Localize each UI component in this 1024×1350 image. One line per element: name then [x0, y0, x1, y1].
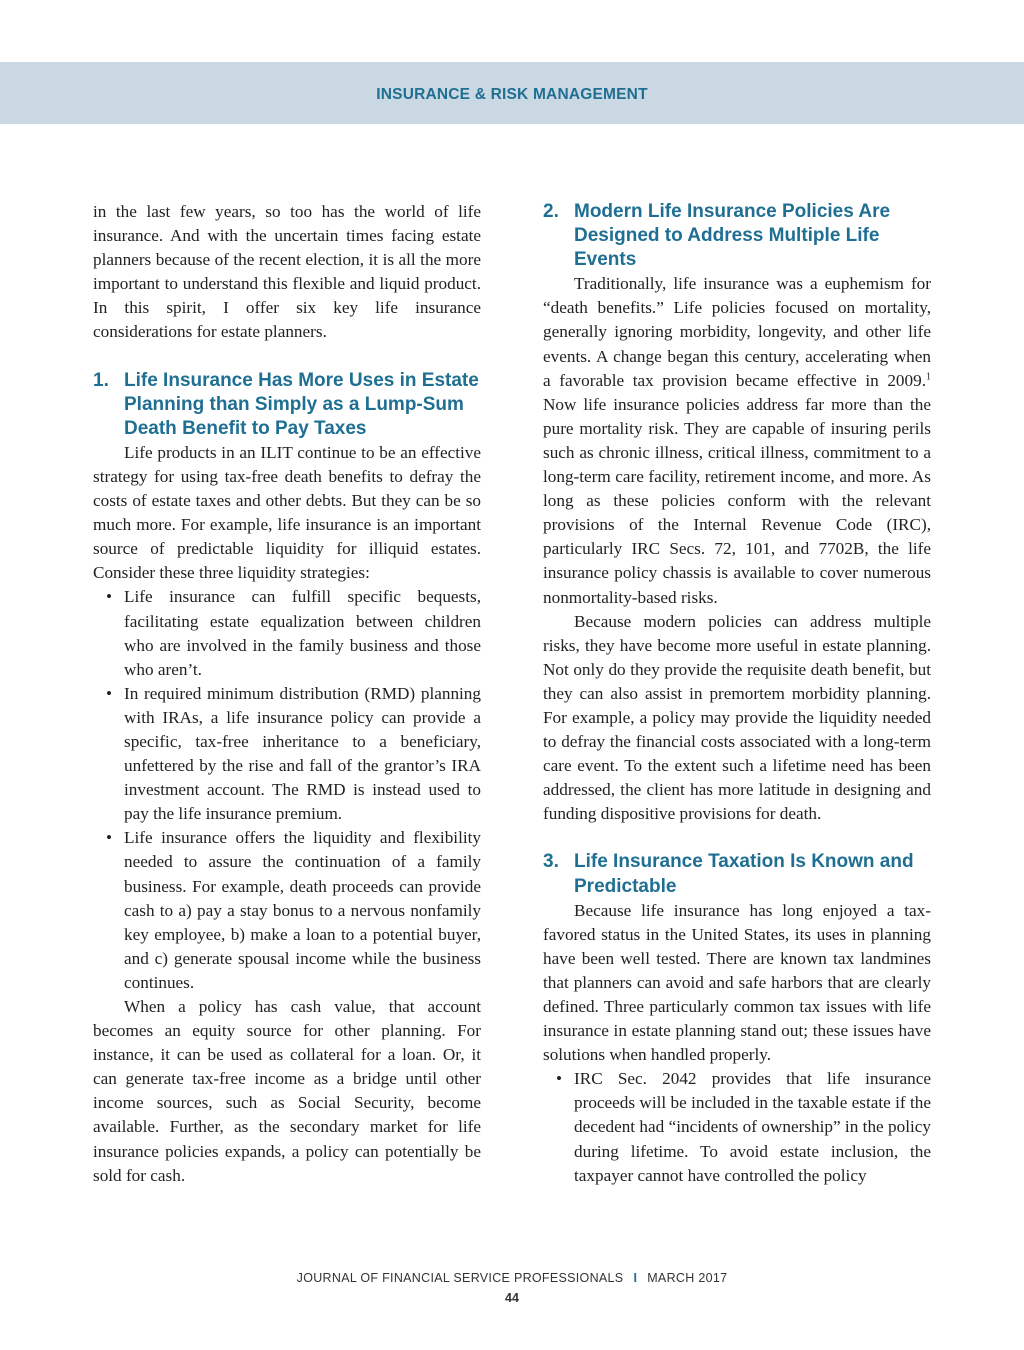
section-3-heading	[543, 850, 931, 898]
intro-paragraph: in the last few years, so too has the world of life insurance. And with the uncertain times facing estate planners because of the recent election, it is all the more important to understand this flexible and liquid product. In this spirit, I offer six key life insurance considerations for estate planners.	[93, 202, 481, 342]
section-1-paragraph-2: When a policy has cash value, that account becomes an equity source for other planning. For instance, it can be used as collateral for a loan. Or, it can generate tax-free income as a bridge until other income sources, such as Social Security, become available. Further, as the secondary market for life insurance policies expands, a policy can potentially be sold for cash.	[93, 997, 481, 1185]
section-2-paragraph-1-start: Traditionally, life insurance was a euphemism for “death benefits.” Life policies focused on mortality, generally ignoring morbidity, longevity, and other life events. A change began this century, accelerating when a favorable tax provision became effective in 2009.	[543, 274, 931, 390]
bullet-text: In required minimum distribution (RMD) planning with IRAs, a life insurance policy can provide a specific, tax-free inheritance to a beneficiary, unfettered by the rise and fall of the grantor’s IRA investment account. The RMD is instead used to pay the life insurance premium.	[124, 683, 481, 824]
bullet-text: Life insurance can fulfill specific bequests, facilitating estate equalization between children who are involved in the family business and those who aren’t.	[124, 587, 481, 679]
section-1-heading	[93, 369, 481, 441]
section-2-number: 2.	[543, 201, 559, 222]
section-3-heading-text: Life Insurance Taxation Is Known and Predictable	[574, 851, 914, 897]
section-1-paragraph-1: Life products in an ILIT continue to be an effective strategy for using tax-free death benefits to defray the costs of estate taxes and other debts. But they can be so much more. For example, life insurance is an important source of predictable liquidity for illiquid estates. Consider these three liquidity strategies:	[93, 442, 481, 583]
list-item: • In required minimum distribution (RMD) planning with IRAs, a life insurance policy can provide a specific, tax-free inheritance to a beneficiary, unfettered by the rise and fall of the grantor’s IRA investment account. The RMD is instead used to pay the life insurance premium.	[106, 683, 481, 824]
issue-date: MARCH 2017	[647, 1271, 728, 1285]
bullet-text: Life insurance offers the liquidity and flexibility needed to assure the continuation of a family business. For example, death proceeds can provide cash to a) pay a stay bonus to a nervous nonfamily key employee, b) make a loan to a potential buyer, and c) generate spousal income while the business continues.	[124, 828, 481, 992]
footer-separator: I	[633, 1271, 638, 1285]
footer	[0, 1271, 1024, 1285]
list-item: • Life insurance offers the liquidity and flexibility needed to assure the continuation of a family business. For example, death proceeds can provide cash to a) pay a stay bonus to a nervous nonfamily key employee, b) make a loan to a potential buyer, and c) generate spousal income while the business continues.	[106, 828, 481, 992]
section-1-number: 1.	[93, 369, 109, 391]
list-item: • IRC Sec. 2042 provides that life insurance proceeds will be included in the taxable estate if the decedent had “incidents of ownership” in the policy during lifetime. To avoid estate inclusion, the taxpayer cannot have controlled the policy	[556, 1069, 931, 1185]
section-2-paragraph-1	[543, 272, 931, 609]
section-1-bullet-list	[93, 585, 481, 995]
journal-name: JOURNAL OF FINANCIAL SERVICE PROFESSIONALS	[296, 1271, 624, 1285]
left-column	[93, 200, 481, 1188]
section-2-heading	[543, 200, 931, 272]
right-column	[543, 200, 931, 1188]
section-2-paragraph-1-rest: Now life insurance policies address far more than the pure mortality risk. They are capable of insuring perils such as chronic illness, critical illness, commitment to a long-term care facility, retirement income, and more. As long as these policies conform with the relevant provisions of the Internal Revenue Code (IRC), particularly IRC Secs. 72, 101, and 7702B, the life insurance policy chassis is available to cover numerous nonmortality-based risks.	[543, 394, 931, 607]
section-2-heading-text: Modern Life Insurance Policies Are Designed to Address Multiple Life Events	[574, 201, 891, 271]
bullet-text: IRC Sec. 2042 provides that life insurance proceeds will be included in the taxable estate if the decedent had “incidents of ownership” in the policy during lifetime. To avoid estate inclusion, the taxpayer cannot have controlled the policy	[574, 1069, 931, 1185]
footnote-marker: 1	[926, 370, 931, 382]
section-1-heading-text: Life Insurance Has More Uses in Estate Planning than Simply as a Lump-Sum Death Benefit to Pay Taxes	[124, 369, 479, 439]
section-3-paragraph-1: Because life insurance has long enjoyed a tax-favored status in the United States, its uses in planning have been well tested. There are known tax landmines that planners can avoid and safe harbors that are clearly defined. Three particularly common tax issues with life insurance in estate planning stand out; these issues have solutions when handled properly.	[543, 900, 931, 1065]
list-item: • Life insurance can fulfill specific bequests, facilitating estate equalization between children who are involved in the family business and those who aren’t.	[106, 587, 481, 679]
section-3-bullet-list	[543, 1067, 931, 1187]
section-2-paragraph-2: Because modern policies can address multiple risks, they have become more useful in estate planning. Not only do they provide the requisite death benefit, but they can also assist in premortem morbidity planning. For example, a policy may provide the liquidity needed to defray the financial costs associated with a long-term care event. To the extent such a lifetime need has been addressed, the client has more latitude in designing and funding dispositive provisions for death.	[543, 611, 931, 824]
page-number: 44	[505, 1291, 519, 1305]
section-3-number: 3.	[543, 851, 559, 873]
section-header-title: INSURANCE & RISK MANAGEMENT	[376, 86, 648, 103]
